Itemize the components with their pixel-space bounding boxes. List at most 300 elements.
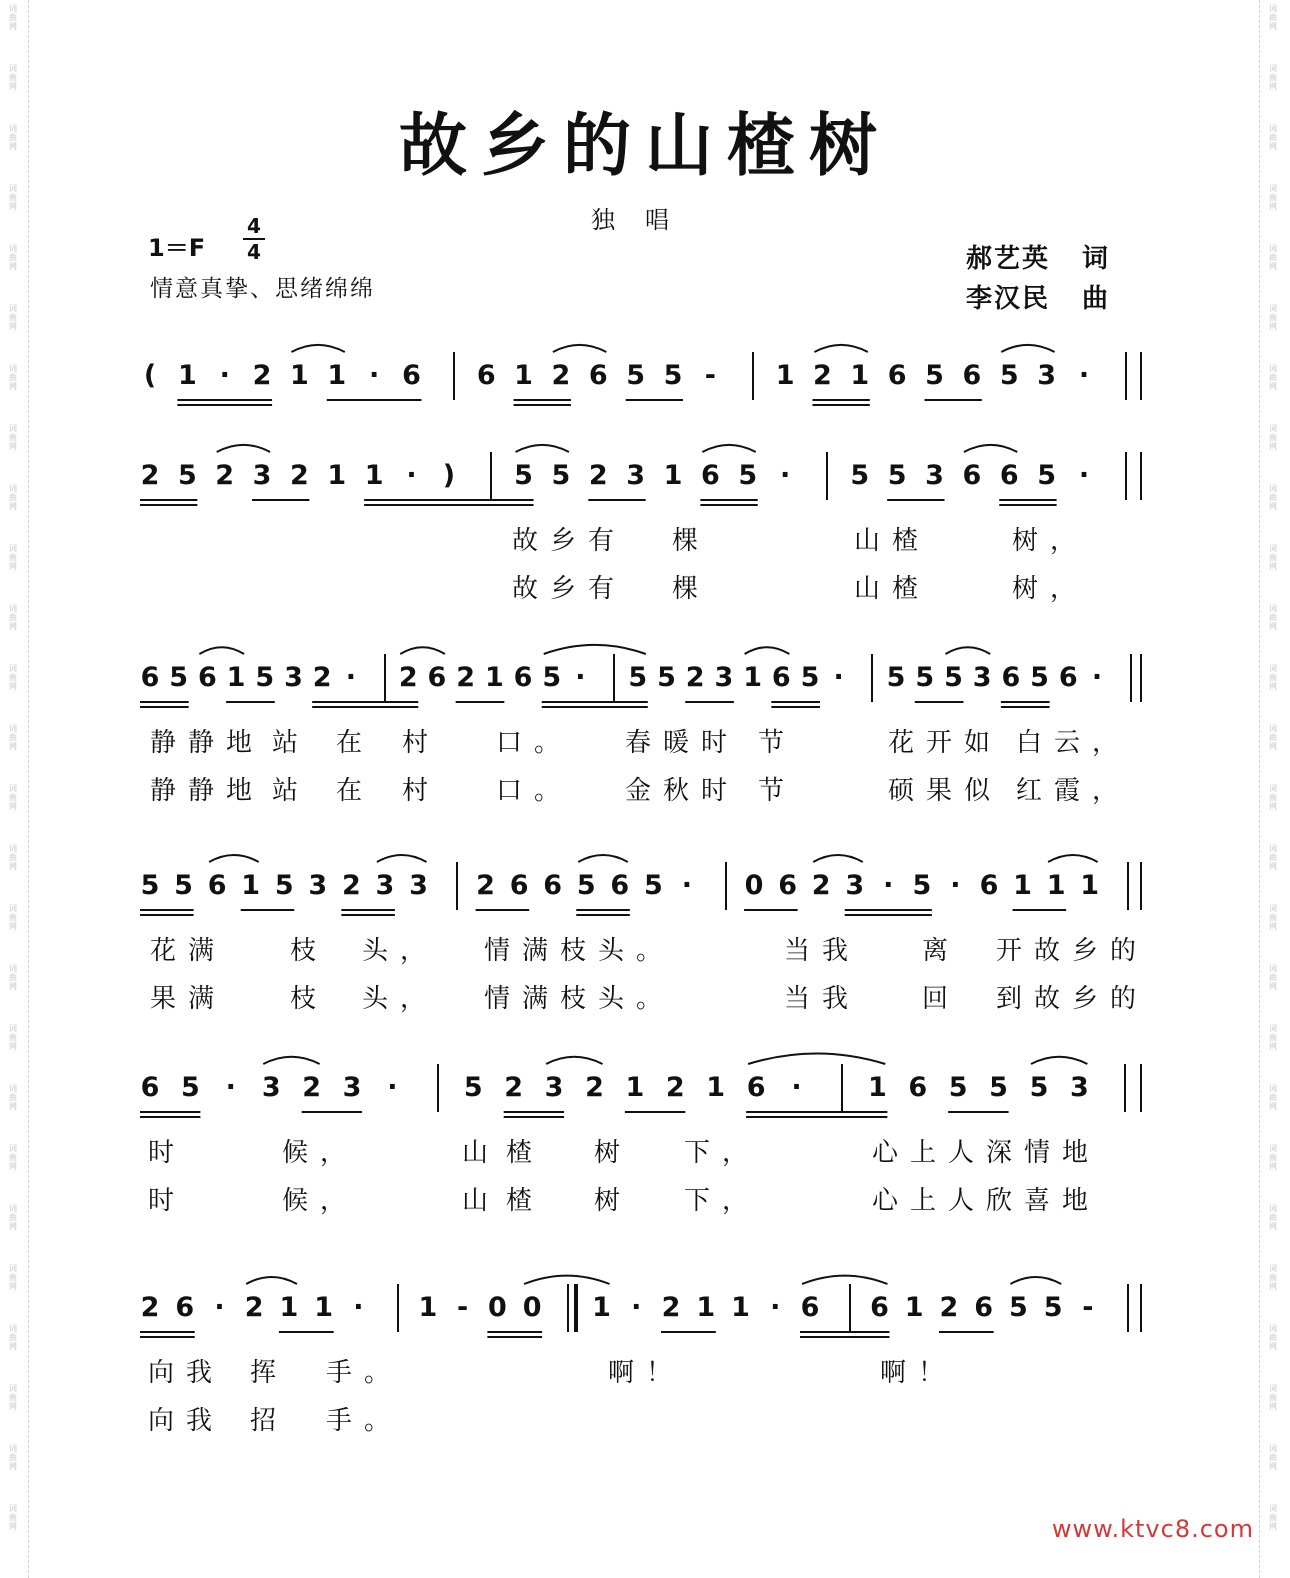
slur-arc	[263, 1057, 319, 1064]
jianpu-note: 5	[944, 662, 963, 693]
jianpu-note: 2	[140, 460, 160, 491]
jianpu-note: 6	[427, 662, 447, 693]
lyric-text: 离	[922, 936, 961, 966]
jianpu-note: )	[442, 460, 456, 491]
jianpu-note: 1	[663, 460, 683, 491]
jianpu-note: 5	[948, 1072, 968, 1103]
lyric-text: 节	[758, 728, 797, 758]
jianpu-note: 2	[398, 662, 418, 693]
lyric-text: 山楂	[854, 526, 931, 556]
side-watermark-mark: 词 曲 网	[9, 604, 17, 631]
jianpu-note: 6	[962, 360, 982, 391]
jianpu-note: 5	[887, 460, 907, 491]
side-watermark-mark: 词 曲 网	[1269, 784, 1277, 811]
side-watermark-mark: 词 曲 网	[1269, 4, 1277, 31]
jianpu-note: 1	[241, 870, 261, 901]
jianpu-note: 5	[999, 360, 1019, 391]
slur-arc	[1010, 1277, 1061, 1284]
augmentation-dot: ·	[770, 1292, 781, 1323]
lyric-text: 口。	[496, 776, 573, 806]
side-watermark-mark: 词 曲 网	[1269, 1444, 1277, 1471]
lyric-text: 村	[402, 728, 441, 758]
jianpu-note: 5	[925, 360, 944, 391]
side-watermark-mark: 词 曲 网	[9, 964, 17, 991]
lyric-text: 候，	[282, 1138, 359, 1168]
side-watermark-mark: 词 曲 网	[9, 784, 17, 811]
side-watermark-mark: 词 曲 网	[9, 1204, 17, 1231]
song-title: 故乡的山楂树	[398, 107, 891, 186]
jianpu-note: 5	[514, 460, 533, 491]
lyric-text: 开故乡的	[996, 936, 1149, 966]
lyric-text: 啊！	[608, 1358, 685, 1388]
jianpu-note: 1	[1080, 870, 1100, 901]
time-signature-bottom: 4	[247, 240, 261, 264]
jianpu-note: 1	[418, 1292, 438, 1323]
lyric-text: 心上人欣喜地	[872, 1186, 1101, 1216]
side-watermark-mark: 词 曲 网	[9, 1144, 17, 1171]
jianpu-note: 2	[504, 1072, 524, 1103]
slur-arc	[1048, 855, 1098, 862]
side-watermark-mark: 词 曲 网	[1269, 1084, 1277, 1111]
jianpu-note: 0	[522, 1292, 542, 1323]
side-watermark-mark: 词 曲 网	[1269, 724, 1277, 751]
jianpu-note: 3	[284, 662, 303, 693]
side-watermark-mark: 词 曲 网	[1269, 364, 1277, 391]
augmentation-dot: ·	[369, 360, 380, 391]
jianpu-note: 6	[962, 460, 982, 491]
jianpu-note: 1	[625, 1072, 645, 1103]
side-watermark-mark: 词 曲 网	[9, 1084, 17, 1111]
time-signature-top: 4	[243, 214, 265, 240]
slur-arc	[945, 647, 990, 654]
slur-arc	[553, 345, 606, 352]
jianpu-note: (	[143, 360, 157, 391]
slur-arc	[246, 1277, 297, 1284]
lyric-text: 站	[272, 728, 311, 758]
jianpu-note: 6	[588, 360, 608, 391]
augmentation-dot: ·	[1078, 460, 1090, 491]
jianpu-note: 2	[140, 1292, 160, 1323]
side-watermark-mark: 词 曲 网	[1269, 664, 1277, 691]
jianpu-note: 2	[252, 360, 272, 391]
lyric-text: 候，	[282, 1186, 359, 1216]
lyric-text: 山楂	[854, 574, 931, 604]
jianpu-note: 2	[661, 1292, 681, 1323]
side-watermark-mark: 词 曲 网	[9, 1024, 17, 1051]
lyric-text: 静静地	[150, 728, 265, 758]
jianpu-note: 6	[746, 1072, 766, 1103]
jianpu-note: 6	[800, 1292, 820, 1323]
slur-arc	[578, 855, 628, 862]
jianpu-note: 1	[592, 1292, 611, 1323]
side-watermark-mark: 词 曲 网	[9, 1504, 17, 1531]
augmentation-dot: ·	[219, 360, 230, 391]
lyric-text: 时	[148, 1186, 187, 1216]
jianpu-note: 2	[551, 360, 571, 391]
lyric-text: 回	[922, 984, 961, 1014]
jianpu-note: 3	[845, 870, 865, 901]
lyric-text: 楂	[506, 1186, 545, 1216]
lyric-text: 静静地	[150, 776, 265, 806]
augmentation-dot: ·	[1078, 360, 1090, 391]
lyric-text: 手。	[326, 1406, 403, 1436]
augmentation-dot: ·	[214, 1292, 225, 1323]
lyric-text: 心上人深情地	[872, 1138, 1101, 1168]
augmentation-dot: ·	[950, 870, 961, 901]
lyric-text: 向我	[148, 1406, 225, 1436]
jianpu-note: 1	[514, 360, 533, 391]
lyric-text: 下，	[684, 1186, 761, 1216]
jianpu-note: 2	[476, 870, 495, 901]
lyricist-role: 词	[1082, 244, 1111, 274]
augmentation-dot: ·	[345, 662, 356, 693]
lyric-text: 故乡有	[512, 526, 627, 556]
side-watermark-mark: 词 曲 网	[1269, 304, 1277, 331]
jianpu-note: 1	[696, 1292, 716, 1323]
jianpu-note: 5	[542, 662, 562, 693]
jianpu-note: 5	[169, 662, 189, 693]
jianpu-note: 1	[484, 662, 504, 693]
jianpu-note: 1	[1013, 870, 1032, 901]
jianpu-note: 5	[463, 1072, 483, 1103]
jianpu-note: 2	[939, 1292, 959, 1323]
jianpu-note: 5	[1009, 1292, 1028, 1323]
lyric-text: 楂	[506, 1138, 545, 1168]
side-watermark-mark: 词 曲 网	[9, 304, 17, 331]
side-watermark-mark: 词 曲 网	[1269, 1204, 1277, 1231]
lyric-text: 树	[594, 1138, 633, 1168]
side-watermark-mark: 词 曲 网	[9, 664, 17, 691]
jianpu-note: 5	[255, 662, 275, 693]
augmentation-dot: ·	[387, 1072, 398, 1103]
jianpu-note: 0	[487, 1292, 507, 1323]
jianpu-note: 6	[1001, 662, 1021, 693]
lyric-text: 红霞，	[1016, 776, 1131, 806]
slur-arc	[377, 855, 427, 862]
jianpu-note: 6	[197, 662, 217, 693]
side-watermark-mark: 词 曲 网	[1269, 964, 1277, 991]
side-watermark-mark: 词 曲 网	[1269, 904, 1277, 931]
jianpu-note: 5	[1029, 1072, 1049, 1103]
jianpu-note: 2	[813, 360, 832, 391]
slur-arc	[702, 445, 755, 452]
jianpu-note: 5	[663, 360, 683, 391]
jianpu-note: 1	[775, 360, 795, 391]
jianpu-note: 2	[456, 662, 476, 693]
lyric-text: 到故乡的	[996, 984, 1149, 1014]
lyric-text: 情满枝头。	[484, 936, 675, 966]
jianpu-note: 5	[1037, 460, 1056, 491]
extension-dash: -	[457, 1292, 469, 1323]
jianpu-note: 5	[738, 460, 758, 491]
jianpu-note: 1	[904, 1292, 924, 1323]
side-watermark-mark: 词 曲 网	[1269, 184, 1277, 211]
jianpu-note: 6	[175, 1292, 195, 1323]
lyric-text: 下，	[684, 1138, 761, 1168]
jianpu-note: 6	[1058, 662, 1078, 693]
jianpu-note: 2	[585, 1072, 604, 1103]
jianpu-note: 3	[544, 1072, 564, 1103]
jianpu-note: 2	[290, 460, 309, 491]
lyric-text: 树，	[1012, 526, 1089, 556]
side-watermark-mark: 词 曲 网	[1269, 1264, 1277, 1291]
jianpu-note: 1	[743, 662, 762, 693]
side-watermark-mark: 词 曲 网	[9, 364, 17, 391]
jianpu-note: 1	[850, 360, 870, 391]
jianpu-note: 2	[341, 870, 361, 901]
side-watermark-mark: 词 曲 网	[9, 904, 17, 931]
key-signature: 1＝F	[148, 234, 206, 262]
lyric-text: 向我	[148, 1358, 225, 1388]
jianpu-note: 5	[989, 1072, 1008, 1103]
slur-arc	[546, 1057, 602, 1064]
jianpu-note: 1	[177, 360, 197, 391]
jianpu-note: 6	[887, 360, 907, 391]
jianpu-note: 2	[244, 1292, 264, 1323]
jianpu-note: 5	[177, 460, 197, 491]
side-watermark-mark: 词 曲 网	[9, 1264, 17, 1291]
lyric-text: 在	[336, 776, 375, 806]
jianpu-note: 1	[314, 1292, 334, 1323]
jianpu-note: 6	[974, 1292, 994, 1323]
jianpu-note: 5	[274, 870, 294, 901]
lyric-text: 树，	[1012, 574, 1089, 604]
slur-arc	[199, 647, 244, 654]
augmentation-dot: ·	[1091, 662, 1103, 693]
lyric-text: 头，	[362, 936, 439, 966]
jianpu-note: 2	[665, 1072, 685, 1103]
jianpu-note: 6	[476, 360, 496, 391]
side-watermark-mark: 词 曲 网	[1269, 124, 1277, 151]
jianpu-note: 3	[925, 460, 944, 491]
lyric-text: 金秋时	[625, 776, 740, 806]
side-watermark-mark: 词 曲 网	[9, 244, 17, 271]
jianpu-note: 6	[513, 662, 533, 693]
jianpu-note: 1	[364, 460, 384, 491]
side-watermark-mark: 词 曲 网	[1269, 1024, 1277, 1051]
extension-dash: -	[704, 360, 716, 391]
slur-arc	[814, 345, 867, 352]
slur-arc	[1031, 1057, 1087, 1064]
lyric-text: 春暖时	[625, 728, 740, 758]
composer-role: 曲	[1082, 284, 1111, 314]
jianpu-note: 6	[870, 1292, 889, 1323]
jianpu-note: 5	[140, 870, 160, 901]
jianpu-note: 5	[628, 662, 648, 693]
slur-arc	[209, 855, 259, 862]
side-watermark-mark: 词 曲 网	[1269, 544, 1277, 571]
lyric-text: 口。	[496, 728, 573, 758]
jianpu-note: 6	[509, 870, 529, 901]
jianpu-note: 6	[402, 360, 421, 391]
jianpu-note: 0	[744, 870, 764, 901]
side-watermark-mark: 词 曲 网	[1269, 64, 1277, 91]
side-watermark-mark: 词 曲 网	[1269, 844, 1277, 871]
jianpu-note: 3	[261, 1072, 281, 1103]
augmentation-dot: ·	[225, 1072, 236, 1103]
lyric-text: 棵	[672, 526, 711, 556]
augmentation-dot: ·	[406, 460, 417, 491]
side-watermark-mark: 词 曲 网	[1269, 1504, 1277, 1531]
side-watermark-mark: 词 曲 网	[9, 724, 17, 751]
jianpu-note: 1	[867, 1072, 887, 1103]
side-watermark-mark: 词 曲 网	[1269, 424, 1277, 451]
song-subtitle: 独唱	[591, 206, 699, 234]
lyric-text: 当我	[784, 984, 861, 1014]
lyric-text: 枝	[290, 984, 329, 1014]
lyric-text: 白云，	[1016, 728, 1131, 758]
augmentation-dot: ·	[883, 870, 894, 901]
lyric-text: 时	[148, 1138, 187, 1168]
extension-dash: -	[1082, 1292, 1094, 1323]
jianpu-note: 3	[1069, 1072, 1089, 1103]
jianpu-note: 6	[207, 870, 227, 901]
jianpu-note: 3	[252, 460, 272, 491]
slur-arc	[964, 445, 1017, 452]
composer-name: 李汉民	[966, 284, 1051, 314]
site-watermark: www.ktvc8.com	[1051, 1515, 1254, 1543]
jianpu-note: 1	[706, 1072, 726, 1103]
jianpu-note: 6	[610, 870, 630, 901]
slur-arc	[524, 1276, 609, 1284]
jianpu-note: 3	[409, 870, 428, 901]
jianpu-note: 3	[1037, 360, 1056, 391]
jianpu-note: 6	[140, 662, 160, 693]
jianpu-note: 2	[685, 662, 705, 693]
jianpu-note: 5	[1043, 1292, 1063, 1323]
side-watermark-mark: 词 曲 网	[1269, 604, 1277, 631]
side-watermark-mark: 词 曲 网	[9, 1444, 17, 1471]
slur-arc	[1001, 345, 1054, 352]
jianpu-note: 5	[174, 870, 193, 901]
jianpu-note: 1	[327, 460, 347, 491]
jianpu-note: 5	[643, 870, 663, 901]
jianpu-note: 5	[657, 662, 676, 693]
lyric-text: 情满枝头。	[484, 984, 675, 1014]
jianpu-note: 1	[1046, 870, 1066, 901]
jianpu-note: 2	[811, 870, 831, 901]
lyricist-name: 郝艺英	[966, 244, 1051, 274]
jianpu-note: 1	[731, 1292, 750, 1323]
augmentation-dot: ·	[791, 1072, 802, 1103]
augmentation-dot: ·	[779, 460, 791, 491]
jianpu-note: 5	[886, 662, 906, 693]
side-watermark-mark: 词 曲 网	[9, 1384, 17, 1411]
jianpu-note: 5	[850, 460, 870, 491]
side-watermark-mark: 词 曲 网	[1269, 1324, 1277, 1351]
side-watermark-mark: 词 曲 网	[9, 544, 17, 571]
jianpu-note: 6	[979, 870, 999, 901]
lyric-text: 山	[462, 1138, 501, 1168]
side-watermark-mark: 词 曲 网	[1269, 1144, 1277, 1171]
lyric-text: 果满	[150, 984, 227, 1014]
lyric-text: 手。	[326, 1358, 403, 1388]
slur-arc	[745, 647, 790, 654]
lyric-text: 枝	[290, 936, 329, 966]
lyric-text: 挥	[250, 1358, 289, 1388]
lyric-text: 在	[336, 728, 375, 758]
slur-arc	[802, 1276, 887, 1284]
augmentation-dot: ·	[681, 870, 693, 901]
tempo-marking: 情意真挚、思绪绵绵	[150, 276, 375, 302]
jianpu-note: 3	[972, 662, 992, 693]
jianpu-note: 3	[626, 460, 646, 491]
jianpu-note: 6	[999, 460, 1019, 491]
jianpu-note: 5	[626, 360, 646, 391]
augmentation-dot: ·	[575, 662, 586, 693]
augmentation-dot: ·	[631, 1292, 642, 1323]
lyric-text: 村	[402, 776, 441, 806]
jianpu-note: 1	[226, 662, 246, 693]
side-watermark-mark: 词 曲 网	[9, 124, 17, 151]
augmentation-dot: ·	[353, 1292, 364, 1323]
jianpu-note: 6	[908, 1072, 928, 1103]
lyric-text: 花满	[150, 936, 227, 966]
slur-arc	[217, 445, 270, 452]
lyric-text: 当我	[784, 936, 861, 966]
side-watermark-mark: 词 曲 网	[1269, 244, 1277, 271]
side-watermark-mark: 词 曲 网	[9, 1324, 17, 1351]
lyric-text: 头，	[362, 984, 439, 1014]
jianpu-note: 2	[302, 1072, 322, 1103]
lyric-text: 啊！	[880, 1358, 957, 1388]
lyric-text: 硕果似	[888, 776, 1003, 806]
augmentation-dot: ·	[833, 662, 844, 693]
side-watermark-mark: 词 曲 网	[9, 844, 17, 871]
jianpu-note: 2	[312, 662, 332, 693]
jianpu-note: 5	[915, 662, 935, 693]
slur-arc	[544, 645, 646, 654]
side-watermark-mark: 词 曲 网	[1269, 484, 1277, 511]
slur-arc	[813, 855, 863, 862]
lyric-text: 故乡有	[512, 574, 627, 604]
slur-arc	[516, 445, 569, 452]
jianpu-note: 1	[290, 360, 309, 391]
slur-arc	[748, 1054, 885, 1064]
lyric-text: 棵	[672, 574, 711, 604]
jianpu-note: 5	[181, 1072, 200, 1103]
jianpu-note: 1	[327, 360, 347, 391]
side-watermark-mark: 词 曲 网	[1269, 1384, 1277, 1411]
jianpu-note: 6	[771, 662, 791, 693]
side-watermark-mark: 词 曲 网	[9, 4, 17, 31]
side-watermark-mark: 词 曲 网	[9, 184, 17, 211]
side-watermark-mark: 词 曲 网	[9, 64, 17, 91]
jianpu-note: 5	[800, 662, 820, 693]
jianpu-note: 1	[279, 1292, 299, 1323]
lyric-text: 花开如	[888, 728, 1003, 758]
lyric-text: 站	[272, 776, 311, 806]
jianpu-note: 5	[1030, 662, 1049, 693]
lyric-text: 节	[758, 776, 797, 806]
jianpu-note: 6	[543, 870, 563, 901]
slur-arc	[400, 647, 445, 654]
jianpu-note: 5	[551, 460, 571, 491]
jianpu-note: 6	[140, 1072, 160, 1103]
side-watermark-mark: 词 曲 网	[9, 424, 17, 451]
jianpu-note: 3	[714, 662, 734, 693]
jianpu-note: 6	[700, 460, 720, 491]
lyric-text: 招	[250, 1406, 289, 1436]
jianpu-note: 6	[778, 870, 798, 901]
side-watermark-mark: 词 曲 网	[9, 484, 17, 511]
jianpu-note: 2	[588, 460, 608, 491]
jianpu-note: 3	[308, 870, 328, 901]
lyric-text: 树	[594, 1186, 633, 1216]
jianpu-note: 5	[912, 870, 932, 901]
lyric-text: 山	[462, 1186, 501, 1216]
jianpu-note: 3	[342, 1072, 362, 1103]
